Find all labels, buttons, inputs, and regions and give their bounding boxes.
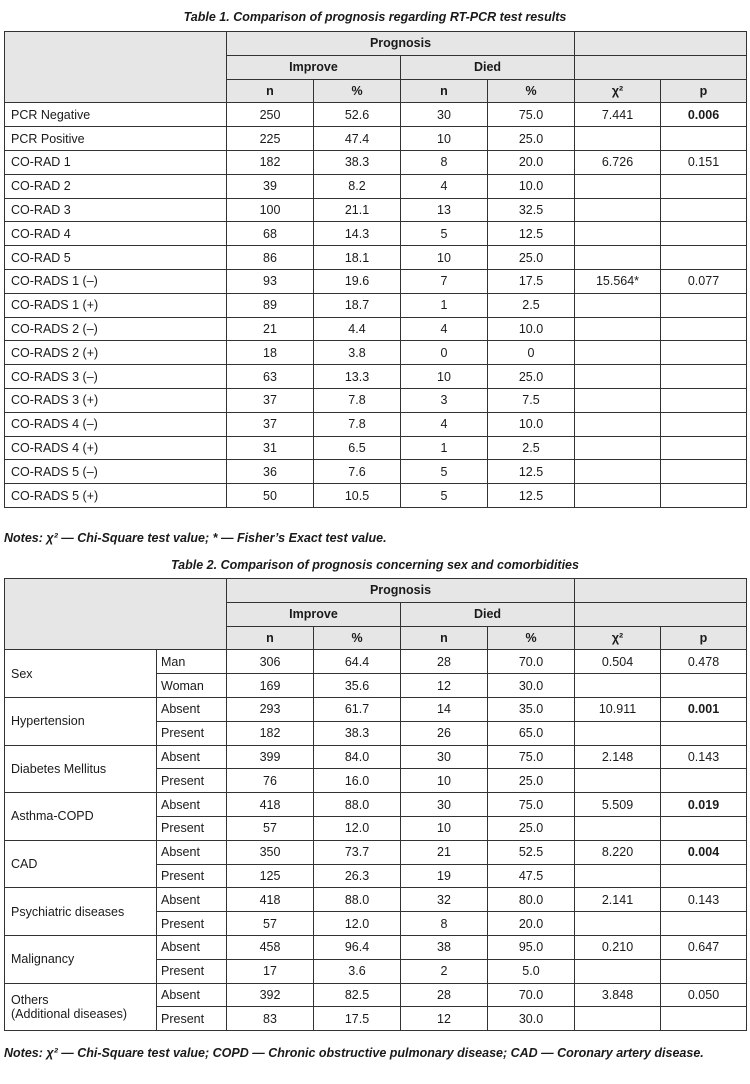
improve-pct-cell: 47.4 [314, 127, 401, 151]
improve-pct-cell: 17.5 [314, 1007, 401, 1031]
improve-n-cell: 89 [227, 293, 314, 317]
table-row [5, 793, 747, 817]
chi-square-cell [575, 1007, 661, 1031]
died-n-cell: 1 [401, 293, 488, 317]
table2-p-header: p [661, 626, 747, 650]
table2-notes: Notes: χ² — Chi-Square test value; COPD — Chronic obstructive pulmonary disease; CAD — Coronary artery disease. [4, 1046, 704, 1060]
died-pct-cell: 80.0 [488, 888, 575, 912]
improve-n-cell: 83 [227, 1007, 314, 1031]
died-pct-cell: 75.0 [488, 745, 575, 769]
table1-corner-cell [5, 32, 227, 103]
improve-n-cell: 458 [227, 935, 314, 959]
group-label: Diabetes Mellitus [5, 745, 157, 793]
p-value-cell: 0.151 [661, 150, 747, 174]
subgroup-label: Absent [157, 745, 227, 769]
row-label: CO-RADS 3 (+) [5, 388, 227, 412]
group-label: Hypertension [5, 697, 157, 745]
p-value-cell [661, 412, 747, 436]
died-n-cell: 10 [401, 246, 488, 270]
table2-caption: Table 2. Comparison of prognosis concerning sex and comorbidities [171, 558, 579, 572]
improve-n-cell: 418 [227, 793, 314, 817]
improve-pct-cell: 8.2 [314, 174, 401, 198]
chi-square-cell: 15.564* [575, 269, 661, 293]
improve-pct-cell: 3.6 [314, 959, 401, 983]
p-value-cell: 0.001 [661, 697, 747, 721]
improve-n-cell: 18 [227, 341, 314, 365]
chi-square-cell [575, 769, 661, 793]
improve-pct-cell: 82.5 [314, 983, 401, 1007]
improve-pct-cell: 26.3 [314, 864, 401, 888]
died-n-cell: 14 [401, 697, 488, 721]
died-n-cell: 30 [401, 745, 488, 769]
died-n-cell: 4 [401, 317, 488, 341]
row-label: CO-RADS 4 (+) [5, 436, 227, 460]
died-pct-cell: 0 [488, 341, 575, 365]
improve-n-cell: 21 [227, 317, 314, 341]
improve-n-cell: 57 [227, 816, 314, 840]
improve-n-cell: 418 [227, 888, 314, 912]
died-n-cell: 10 [401, 816, 488, 840]
died-pct-cell: 32.5 [488, 198, 575, 222]
p-value-cell [661, 1007, 747, 1031]
died-pct-cell: 12.5 [488, 484, 575, 508]
row-label: PCR Positive [5, 127, 227, 151]
died-pct-cell: 25.0 [488, 769, 575, 793]
chi-square-cell [575, 436, 661, 460]
chi-square-cell: 8.220 [575, 840, 661, 864]
p-value-cell [661, 174, 747, 198]
died-n-cell: 30 [401, 793, 488, 817]
table1-improve-n-header: n [227, 79, 314, 103]
improve-pct-cell: 12.0 [314, 816, 401, 840]
table2-stats-header [575, 579, 747, 603]
died-pct-cell: 2.5 [488, 436, 575, 460]
improve-pct-cell: 6.5 [314, 436, 401, 460]
table1-stats-header [575, 32, 747, 56]
died-pct-cell: 65.0 [488, 721, 575, 745]
improve-n-cell: 100 [227, 198, 314, 222]
group-label: CAD [5, 840, 157, 888]
row-label: CO-RADS 5 (+) [5, 484, 227, 508]
p-value-cell [661, 864, 747, 888]
improve-n-cell: 76 [227, 769, 314, 793]
chi-square-cell [575, 174, 661, 198]
p-value-cell [661, 246, 747, 270]
table-row [5, 412, 747, 436]
table-row [5, 269, 747, 293]
died-pct-cell: 70.0 [488, 650, 575, 674]
table1-improve-pct-header: % [314, 79, 401, 103]
died-n-cell: 5 [401, 484, 488, 508]
table2-improve-n-header: n [227, 626, 314, 650]
p-value-cell [661, 436, 747, 460]
p-value-cell [661, 198, 747, 222]
died-n-cell: 1 [401, 436, 488, 460]
chi-square-cell: 5.509 [575, 793, 661, 817]
p-value-cell [661, 816, 747, 840]
table1-caption: Table 1. Comparison of prognosis regarding RT-PCR test results [183, 10, 567, 24]
died-pct-cell: 25.0 [488, 246, 575, 270]
subgroup-label: Present [157, 769, 227, 793]
died-pct-cell: 10.0 [488, 317, 575, 341]
chi-square-cell: 3.848 [575, 983, 661, 1007]
subgroup-label: Present [157, 1007, 227, 1031]
p-value-cell [661, 365, 747, 389]
table-row [5, 174, 747, 198]
improve-pct-cell: 88.0 [314, 793, 401, 817]
table2-died-pct-header: % [488, 626, 575, 650]
died-pct-cell: 75.0 [488, 103, 575, 127]
p-value-cell: 0.647 [661, 935, 747, 959]
died-n-cell: 26 [401, 721, 488, 745]
died-n-cell: 0 [401, 341, 488, 365]
chi-square-cell [575, 460, 661, 484]
p-value-cell [661, 388, 747, 412]
table-row [5, 745, 747, 769]
table1 [4, 31, 747, 508]
table-row [5, 127, 747, 151]
row-label: CO-RAD 3 [5, 198, 227, 222]
row-label: CO-RADS 1 (–) [5, 269, 227, 293]
improve-pct-cell: 73.7 [314, 840, 401, 864]
improve-pct-cell: 7.8 [314, 412, 401, 436]
table-row [5, 103, 747, 127]
chi-square-cell [575, 674, 661, 698]
died-n-cell: 5 [401, 222, 488, 246]
group-label: Sex [5, 650, 157, 698]
improve-n-cell: 57 [227, 912, 314, 936]
died-n-cell: 10 [401, 769, 488, 793]
died-n-cell: 7 [401, 269, 488, 293]
table1-p-header: p [661, 79, 747, 103]
row-label: CO-RAD 1 [5, 150, 227, 174]
died-pct-cell: 20.0 [488, 150, 575, 174]
died-pct-cell: 20.0 [488, 912, 575, 936]
chi-square-cell: 0.210 [575, 935, 661, 959]
died-n-cell: 12 [401, 674, 488, 698]
died-pct-cell: 75.0 [488, 793, 575, 817]
subgroup-label: Present [157, 721, 227, 745]
improve-pct-cell: 38.3 [314, 721, 401, 745]
chi-square-cell [575, 198, 661, 222]
improve-n-cell: 63 [227, 365, 314, 389]
table1-stats-header-2 [575, 55, 747, 79]
died-pct-cell: 25.0 [488, 365, 575, 389]
improve-n-cell: 182 [227, 721, 314, 745]
table2-died-header: Died [401, 602, 575, 626]
died-n-cell: 19 [401, 864, 488, 888]
improve-pct-cell: 19.6 [314, 269, 401, 293]
subgroup-label: Absent [157, 840, 227, 864]
p-value-cell: 0.478 [661, 650, 747, 674]
improve-n-cell: 31 [227, 436, 314, 460]
improve-n-cell: 250 [227, 103, 314, 127]
improve-pct-cell: 13.3 [314, 365, 401, 389]
table-row [5, 484, 747, 508]
improve-n-cell: 182 [227, 150, 314, 174]
row-label: CO-RADS 1 (+) [5, 293, 227, 317]
chi-square-cell [575, 341, 661, 365]
died-n-cell: 8 [401, 912, 488, 936]
improve-n-cell: 225 [227, 127, 314, 151]
chi-square-cell [575, 365, 661, 389]
died-n-cell: 13 [401, 198, 488, 222]
died-pct-cell: 10.0 [488, 412, 575, 436]
subgroup-label: Man [157, 650, 227, 674]
p-value-cell: 0.004 [661, 840, 747, 864]
table-row [5, 198, 747, 222]
row-label: CO-RAD 2 [5, 174, 227, 198]
died-n-cell: 5 [401, 460, 488, 484]
table1-chi-header: χ² [575, 79, 661, 103]
died-n-cell: 28 [401, 983, 488, 1007]
died-pct-cell: 17.5 [488, 269, 575, 293]
died-pct-cell: 30.0 [488, 674, 575, 698]
improve-n-cell: 39 [227, 174, 314, 198]
p-value-cell: 0.143 [661, 745, 747, 769]
improve-n-cell: 68 [227, 222, 314, 246]
chi-square-cell [575, 912, 661, 936]
table-row [5, 888, 747, 912]
group-label: Malignancy [5, 935, 157, 983]
table-row [5, 840, 747, 864]
improve-n-cell: 50 [227, 484, 314, 508]
improve-pct-cell: 14.3 [314, 222, 401, 246]
table-row [5, 246, 747, 270]
table2-chi-header: χ² [575, 626, 661, 650]
subgroup-label: Woman [157, 674, 227, 698]
table1-died-n-header: n [401, 79, 488, 103]
table2-died-n-header: n [401, 626, 488, 650]
subgroup-label: Absent [157, 793, 227, 817]
improve-pct-cell: 16.0 [314, 769, 401, 793]
chi-square-cell: 2.141 [575, 888, 661, 912]
p-value-cell: 0.077 [661, 269, 747, 293]
table2-improve-pct-header: % [314, 626, 401, 650]
chi-square-cell [575, 959, 661, 983]
improve-pct-cell: 96.4 [314, 935, 401, 959]
improve-pct-cell: 12.0 [314, 912, 401, 936]
chi-square-cell [575, 816, 661, 840]
chi-square-cell: 6.726 [575, 150, 661, 174]
improve-pct-cell: 35.6 [314, 674, 401, 698]
row-label: CO-RADS 2 (+) [5, 341, 227, 365]
table-row [5, 150, 747, 174]
chi-square-cell [575, 864, 661, 888]
subgroup-label: Absent [157, 697, 227, 721]
improve-n-cell: 37 [227, 412, 314, 436]
improve-pct-cell: 52.6 [314, 103, 401, 127]
improve-n-cell: 86 [227, 246, 314, 270]
died-pct-cell: 95.0 [488, 935, 575, 959]
table1-died-header: Died [401, 55, 575, 79]
chi-square-cell: 0.504 [575, 650, 661, 674]
table2-prognosis-header: Prognosis [227, 579, 575, 603]
table-row [5, 697, 747, 721]
improve-pct-cell: 61.7 [314, 697, 401, 721]
died-pct-cell: 12.5 [488, 222, 575, 246]
p-value-cell [661, 959, 747, 983]
chi-square-cell: 2.148 [575, 745, 661, 769]
row-label: CO-RADS 4 (–) [5, 412, 227, 436]
chi-square-cell [575, 412, 661, 436]
improve-n-cell: 399 [227, 745, 314, 769]
table1-prognosis-header: Prognosis [227, 32, 575, 56]
table-row [5, 935, 747, 959]
chi-square-cell [575, 222, 661, 246]
subgroup-label: Absent [157, 888, 227, 912]
subgroup-label: Present [157, 864, 227, 888]
table-row [5, 222, 747, 246]
p-value-cell [661, 341, 747, 365]
died-n-cell: 8 [401, 150, 488, 174]
died-n-cell: 4 [401, 412, 488, 436]
improve-n-cell: 125 [227, 864, 314, 888]
improve-n-cell: 93 [227, 269, 314, 293]
group-label: Others (Additional diseases) [5, 983, 157, 1031]
died-pct-cell: 70.0 [488, 983, 575, 1007]
chi-square-cell [575, 484, 661, 508]
subgroup-label: Present [157, 816, 227, 840]
chi-square-cell [575, 721, 661, 745]
died-n-cell: 21 [401, 840, 488, 864]
chi-square-cell [575, 127, 661, 151]
died-n-cell: 10 [401, 365, 488, 389]
table-row [5, 365, 747, 389]
improve-n-cell: 17 [227, 959, 314, 983]
row-label: CO-RADS 2 (–) [5, 317, 227, 341]
row-label: CO-RADS 5 (–) [5, 460, 227, 484]
group-label: Psychiatric diseases [5, 888, 157, 936]
table-row [5, 650, 747, 674]
died-pct-cell: 5.0 [488, 959, 575, 983]
p-value-cell: 0.006 [661, 103, 747, 127]
died-pct-cell: 52.5 [488, 840, 575, 864]
died-pct-cell: 12.5 [488, 460, 575, 484]
died-pct-cell: 47.5 [488, 864, 575, 888]
improve-n-cell: 169 [227, 674, 314, 698]
table1-improve-header: Improve [227, 55, 401, 79]
table-row [5, 983, 747, 1007]
died-pct-cell: 25.0 [488, 127, 575, 151]
table-row [5, 317, 747, 341]
subgroup-label: Present [157, 959, 227, 983]
improve-pct-cell: 18.1 [314, 246, 401, 270]
p-value-cell [661, 127, 747, 151]
died-n-cell: 3 [401, 388, 488, 412]
table2-improve-header: Improve [227, 602, 401, 626]
subgroup-label: Absent [157, 983, 227, 1007]
chi-square-cell [575, 246, 661, 270]
table2 [4, 578, 747, 1031]
p-value-cell [661, 674, 747, 698]
table-row [5, 460, 747, 484]
improve-pct-cell: 21.1 [314, 198, 401, 222]
improve-pct-cell: 4.4 [314, 317, 401, 341]
subgroup-label: Absent [157, 935, 227, 959]
died-n-cell: 30 [401, 103, 488, 127]
p-value-cell [661, 317, 747, 341]
table-row [5, 436, 747, 460]
p-value-cell: 0.143 [661, 888, 747, 912]
p-value-cell [661, 769, 747, 793]
p-value-cell [661, 460, 747, 484]
row-label: CO-RADS 3 (–) [5, 365, 227, 389]
died-n-cell: 32 [401, 888, 488, 912]
died-pct-cell: 25.0 [488, 816, 575, 840]
p-value-cell [661, 293, 747, 317]
died-pct-cell: 7.5 [488, 388, 575, 412]
improve-pct-cell: 84.0 [314, 745, 401, 769]
improve-pct-cell: 7.8 [314, 388, 401, 412]
row-label: CO-RAD 5 [5, 246, 227, 270]
improve-n-cell: 350 [227, 840, 314, 864]
improve-pct-cell: 18.7 [314, 293, 401, 317]
improve-n-cell: 37 [227, 388, 314, 412]
improve-pct-cell: 10.5 [314, 484, 401, 508]
improve-pct-cell: 3.8 [314, 341, 401, 365]
table2-corner-cell [5, 579, 227, 650]
table1-notes: Notes: χ² — Chi-Square test value; * — Fisher’s Exact test value. [4, 531, 387, 545]
chi-square-cell [575, 293, 661, 317]
chi-square-cell: 7.441 [575, 103, 661, 127]
group-label: Asthma-COPD [5, 793, 157, 841]
died-n-cell: 28 [401, 650, 488, 674]
improve-pct-cell: 38.3 [314, 150, 401, 174]
improve-n-cell: 392 [227, 983, 314, 1007]
improve-pct-cell: 88.0 [314, 888, 401, 912]
died-pct-cell: 30.0 [488, 1007, 575, 1031]
p-value-cell [661, 222, 747, 246]
improve-n-cell: 306 [227, 650, 314, 674]
died-n-cell: 10 [401, 127, 488, 151]
chi-square-cell [575, 388, 661, 412]
improve-pct-cell: 7.6 [314, 460, 401, 484]
table-row [5, 341, 747, 365]
improve-pct-cell: 64.4 [314, 650, 401, 674]
p-value-cell: 0.050 [661, 983, 747, 1007]
table-row [5, 388, 747, 412]
died-n-cell: 38 [401, 935, 488, 959]
improve-n-cell: 36 [227, 460, 314, 484]
died-pct-cell: 10.0 [488, 174, 575, 198]
subgroup-label: Present [157, 912, 227, 936]
died-pct-cell: 2.5 [488, 293, 575, 317]
chi-square-cell: 10.911 [575, 697, 661, 721]
table1-died-pct-header: % [488, 79, 575, 103]
died-n-cell: 4 [401, 174, 488, 198]
p-value-cell [661, 912, 747, 936]
row-label: CO-RAD 4 [5, 222, 227, 246]
died-pct-cell: 35.0 [488, 697, 575, 721]
row-label: PCR Negative [5, 103, 227, 127]
table2-stats-header-2 [575, 602, 747, 626]
chi-square-cell [575, 317, 661, 341]
table-row [5, 293, 747, 317]
improve-n-cell: 293 [227, 697, 314, 721]
p-value-cell [661, 721, 747, 745]
p-value-cell: 0.019 [661, 793, 747, 817]
died-n-cell: 2 [401, 959, 488, 983]
p-value-cell [661, 484, 747, 508]
died-n-cell: 12 [401, 1007, 488, 1031]
